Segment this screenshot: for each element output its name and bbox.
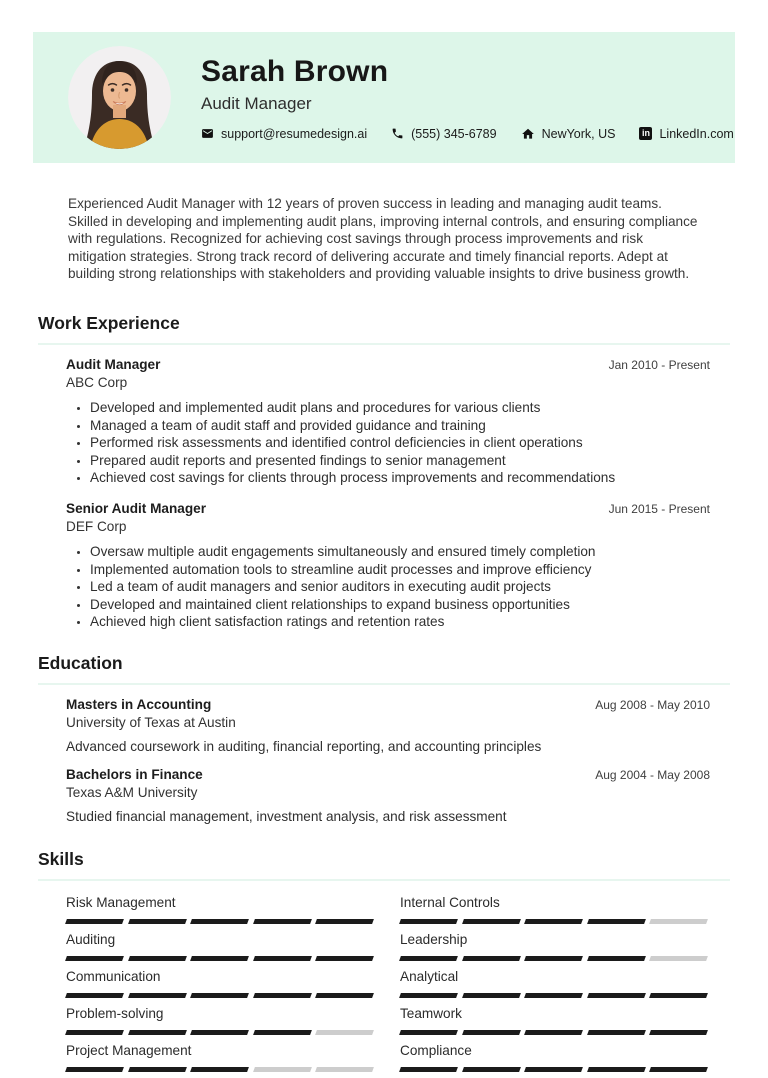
skill-bar-segment xyxy=(649,1030,707,1035)
skills-grid xyxy=(38,881,730,1078)
skill-bar xyxy=(66,1067,373,1072)
skill-name: Project Management xyxy=(66,1042,192,1058)
skill-bar-segment xyxy=(587,1067,645,1072)
summary-paragraph: Experienced Audit Manager with 12 years of proven success in leading and managing audit teams. Skilled in developing and implementing audit plans, improving internal controls, and ensuring compliance with regulations. Recognized for achieving cost savings through process improvements and risk mitigation strategies. Strong track record of delivering accurate and timely financial reports. Adept at building strong relationships with stakeholders and providing valuable insights to drive business growth. xyxy=(68,196,698,282)
job-date: Jun 2015 - Present xyxy=(608,501,710,516)
section-education xyxy=(38,653,730,825)
header-text xyxy=(201,55,734,141)
job-bullet: • Oversaw multiple audit engagements simultaneously and ensured timely completion xyxy=(90,543,710,561)
skill-bar xyxy=(66,993,373,998)
contact-email-text: support@resumedesign.ai xyxy=(221,126,368,141)
skill-bar-segment xyxy=(128,919,186,924)
contact-phone-text: (555) 345-6789 xyxy=(411,126,497,141)
skills-heading: Skills xyxy=(38,849,730,881)
section-work-experience xyxy=(38,313,730,631)
skill-bar-segment xyxy=(462,919,520,924)
degree-description: Studied financial management, investment analysis, and risk assessment xyxy=(66,808,507,824)
skill-bar-segment xyxy=(190,1030,248,1035)
profile-photo xyxy=(68,46,171,149)
contact-row xyxy=(201,127,734,141)
home-icon xyxy=(521,127,535,141)
skill-bar-segment xyxy=(65,956,123,961)
skill-item xyxy=(400,1006,707,1035)
skill-bar-segment xyxy=(462,1030,520,1035)
email-icon xyxy=(201,127,214,140)
job-entry xyxy=(66,357,710,487)
skill-bar-segment xyxy=(253,919,311,924)
degree-school: University of Texas at Austin xyxy=(66,714,236,730)
skill-item xyxy=(66,969,373,998)
skill-name: Communication xyxy=(66,968,161,984)
job-bullets xyxy=(66,399,710,487)
skill-bar xyxy=(400,993,707,998)
skill-name: Teamwork xyxy=(400,1005,462,1021)
skill-item xyxy=(66,895,373,924)
contact-location xyxy=(521,127,616,141)
skill-bar-segment xyxy=(253,956,311,961)
skill-bar-segment xyxy=(315,956,373,961)
skill-bar-segment xyxy=(399,1067,457,1072)
skill-bar xyxy=(66,956,373,961)
job-bullet: • Achieved cost savings for clients through process improvements and recommendations xyxy=(90,469,710,487)
skill-bar-segment xyxy=(65,993,123,998)
job-bullets xyxy=(66,543,710,631)
skill-item xyxy=(400,1043,707,1072)
job-bullet: • Led a team of audit managers and senior auditors in executing audit projects xyxy=(90,578,710,596)
skill-bar xyxy=(400,956,707,961)
skill-bar-segment xyxy=(462,956,520,961)
skill-bar-segment xyxy=(399,919,457,924)
job-company: ABC Corp xyxy=(66,374,128,390)
skill-bar-segment xyxy=(524,993,582,998)
work-entries xyxy=(38,345,730,631)
skill-bar-segment xyxy=(190,919,248,924)
skill-bar-segment xyxy=(524,1030,582,1035)
profile-photo-illustration xyxy=(68,46,171,149)
education-heading: Education xyxy=(38,653,730,685)
skill-name: Compliance xyxy=(400,1042,472,1058)
job-entry-head xyxy=(66,501,710,516)
skill-bar-segment xyxy=(524,919,582,924)
skill-item xyxy=(400,895,707,924)
skill-item xyxy=(66,932,373,961)
job-bullet: • Prepared audit reports and presented findings to senior management xyxy=(90,452,710,470)
section-skills xyxy=(38,849,730,1078)
skill-name: Internal Controls xyxy=(400,894,500,910)
skill-bar-segment xyxy=(128,956,186,961)
skill-bar-segment xyxy=(587,956,645,961)
skill-bar-segment xyxy=(128,993,186,998)
skill-bar-segment xyxy=(524,1067,582,1072)
education-entry-head xyxy=(66,697,710,712)
skill-item xyxy=(66,1006,373,1035)
skill-item xyxy=(400,932,707,961)
contact-linkedin-text: LinkedIn.com xyxy=(659,126,734,141)
education-entry xyxy=(66,697,710,755)
skill-bar-segment xyxy=(399,993,457,998)
skill-bar xyxy=(400,1067,707,1072)
skill-bar-segment xyxy=(399,956,457,961)
skill-bar-segment xyxy=(253,993,311,998)
skill-bar-segment xyxy=(190,956,248,961)
person-name: Sarah Brown xyxy=(201,54,389,88)
skill-item xyxy=(66,1043,373,1072)
skill-bar-segment xyxy=(128,1067,186,1072)
skill-bar-segment xyxy=(128,1030,186,1035)
skill-bar-segment xyxy=(190,993,248,998)
skill-bar-segment xyxy=(587,993,645,998)
skill-bar-segment xyxy=(65,1030,123,1035)
skill-name: Leadership xyxy=(400,931,468,947)
degree-description: Advanced coursework in auditing, financial reporting, and accounting principles xyxy=(66,738,542,754)
linkedin-icon: in xyxy=(639,127,652,140)
skill-bar xyxy=(400,919,707,924)
job-bullet: • Managed a team of audit staff and provided guidance and training xyxy=(90,417,710,435)
skill-bar-segment xyxy=(315,993,373,998)
skill-bar-segment xyxy=(649,993,707,998)
degree-title: Masters in Accounting xyxy=(66,696,212,712)
work-experience-heading: Work Experience xyxy=(38,313,730,345)
skill-bar xyxy=(400,1030,707,1035)
skill-name: Risk Management xyxy=(66,894,176,910)
skill-name: Analytical xyxy=(400,968,459,984)
degree-date: Aug 2008 - May 2010 xyxy=(595,697,710,712)
skill-bar-segment xyxy=(649,956,707,961)
skill-bar-segment xyxy=(190,1067,248,1072)
skill-bar xyxy=(66,919,373,924)
job-bullet: • Performed risk assessments and identified control deficiencies in client operations xyxy=(90,434,710,452)
header xyxy=(33,32,735,163)
contact-linkedin[interactable] xyxy=(639,127,733,141)
skill-bar-segment xyxy=(315,1067,373,1072)
skill-bar-segment xyxy=(649,1067,707,1072)
phone-icon xyxy=(391,127,404,140)
skill-bar-segment xyxy=(587,1030,645,1035)
skill-bar xyxy=(66,1030,373,1035)
skill-bar-segment xyxy=(587,919,645,924)
skill-bar-segment xyxy=(315,919,373,924)
person-title: Audit Manager xyxy=(201,93,312,113)
job-title: Audit Manager xyxy=(66,356,161,372)
skill-bar-segment xyxy=(462,993,520,998)
education-entries xyxy=(38,685,730,825)
skill-bar-segment xyxy=(315,1030,373,1035)
skill-name: Auditing xyxy=(66,931,116,947)
degree-title: Bachelors in Finance xyxy=(66,766,203,782)
skill-name: Problem-solving xyxy=(66,1005,164,1021)
skill-bar-segment xyxy=(65,1067,123,1072)
skill-bar-segment xyxy=(399,1030,457,1035)
degree-date: Aug 2004 - May 2008 xyxy=(595,767,710,782)
job-bullet: • Developed and maintained client relationships to expand business opportunities xyxy=(90,596,710,614)
skill-bar-segment xyxy=(253,1030,311,1035)
skill-bar-segment xyxy=(524,956,582,961)
skill-bar-segment xyxy=(462,1067,520,1072)
job-title: Senior Audit Manager xyxy=(66,500,206,516)
skill-bar-segment xyxy=(253,1067,311,1072)
education-entry-head xyxy=(66,767,710,782)
job-bullet: • Implemented automation tools to streamline audit processes and improve efficiency xyxy=(90,561,710,579)
job-bullet: • Developed and implemented audit plans and procedures for various clients xyxy=(90,399,710,417)
skill-bar-segment xyxy=(65,919,123,924)
education-entry xyxy=(66,767,710,825)
job-entry-head xyxy=(66,357,710,372)
skill-bar-segment xyxy=(649,919,707,924)
degree-school: Texas A&M University xyxy=(66,784,198,800)
skill-item xyxy=(400,969,707,998)
job-date: Jan 2010 - Present xyxy=(608,357,710,372)
contact-email[interactable] xyxy=(201,127,367,141)
contact-location-text: NewYork, US xyxy=(541,126,616,141)
job-entry xyxy=(66,501,710,631)
job-company: DEF Corp xyxy=(66,518,127,534)
contact-phone[interactable] xyxy=(391,127,496,141)
job-bullet: • Achieved high client satisfaction ratings and retention rates xyxy=(90,613,710,631)
